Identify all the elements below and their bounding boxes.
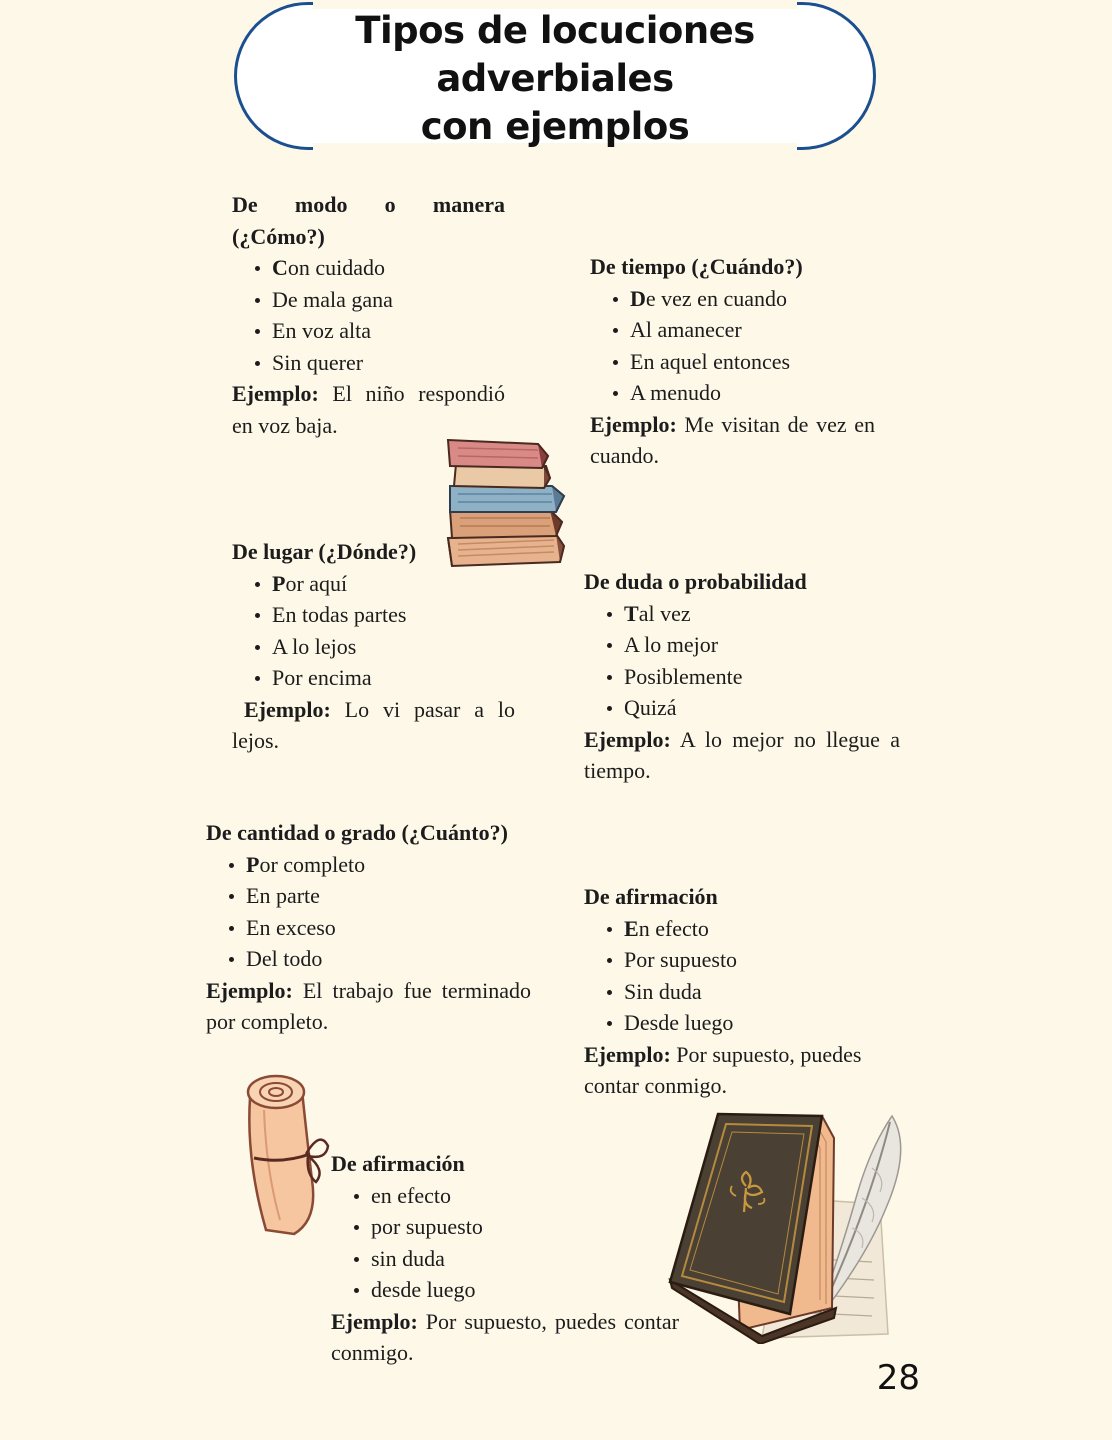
example-sentence: Ejemplo: Me visitan de vez en cuando. [590,411,875,468]
list-item: Por aquí [232,568,515,600]
example-sentence: Ejemplo: Lo vi pasar a lo lejos. [232,696,515,753]
list-item: En efecto [584,913,884,945]
locution-list [590,283,875,409]
locution-list [232,252,505,378]
list-item: En voz alta [232,315,505,347]
page-title [237,7,873,151]
section-modo [232,189,505,441]
list-item: Por encima [232,662,515,694]
locution-list [206,849,531,975]
section-duda [584,566,900,787]
list-item: desde luego [331,1274,679,1306]
section-tiempo [590,251,875,472]
list-item: Al amanecer [590,314,875,346]
scroll-icon [236,1070,336,1240]
locution-list [584,598,900,724]
old-book-with-quill-icon [666,1108,906,1344]
section-heading: De duda o probabilidad [584,569,807,594]
list-item: Por completo [206,849,531,881]
list-item: De vez en cuando [590,283,875,315]
example-sentence: Ejemplo: El trabajo fue terminado por completo. [206,977,531,1034]
list-item: De mala gana [232,284,505,316]
list-item: Tal vez [584,598,900,630]
list-item: por supuesto [331,1211,679,1243]
example-sentence: Ejemplo: Por supuesto, puedes contar conmigo. [584,1041,862,1098]
section-heading: De cantidad o grado (¿Cuánto?) [206,820,508,845]
section-cantidad [206,817,531,1038]
locution-list [232,568,515,694]
example-sentence: Ejemplo: A lo mejor no llegue a tiempo. [584,726,900,783]
list-item: Desde luego [584,1007,884,1039]
list-item: En aquel entonces [590,346,875,378]
list-item: A menudo [590,377,875,409]
list-item: En exceso [206,912,531,944]
title-line-2: con ejemplos [420,105,690,148]
section-afirmacion-2 [331,1148,679,1369]
section-lugar [232,536,515,757]
locution-list [331,1180,679,1306]
list-item: sin duda [331,1243,679,1275]
title-banner [234,2,876,150]
list-item: Quizá [584,692,900,724]
list-item: A lo lejos [232,631,515,663]
list-item: Con cuidado [232,252,505,284]
list-item: Sin querer [232,347,505,379]
section-heading: De afirmación [331,1151,465,1176]
list-item: A lo mejor [584,629,900,661]
list-item: Por supuesto [584,944,884,976]
list-item: Posiblemente [584,661,900,693]
example-sentence: Ejemplo: Por supuesto, puedes contar conmigo. [331,1308,679,1365]
page-number: 28 [876,1358,920,1398]
example-sentence: Ejemplo: El niño respondió en voz baja. [232,381,506,438]
list-item: En todas partes [232,599,515,631]
list-item: en efecto [331,1180,679,1212]
section-afirmacion [584,881,884,1102]
section-heading: De afirmación [584,884,718,909]
section-heading: De lugar (¿Dónde?) [232,539,417,564]
list-item: En parte [206,880,531,912]
section-heading-question: (¿Cómo?) [232,223,325,249]
title-line-1: Tipos de locuciones adverbiales [355,9,755,100]
section-heading: De modo o manera [232,192,505,217]
list-item: Del todo [206,943,531,975]
locution-list [584,913,884,1039]
list-item: Sin duda [584,976,884,1008]
section-heading: De tiempo (¿Cuándo?) [590,254,803,279]
